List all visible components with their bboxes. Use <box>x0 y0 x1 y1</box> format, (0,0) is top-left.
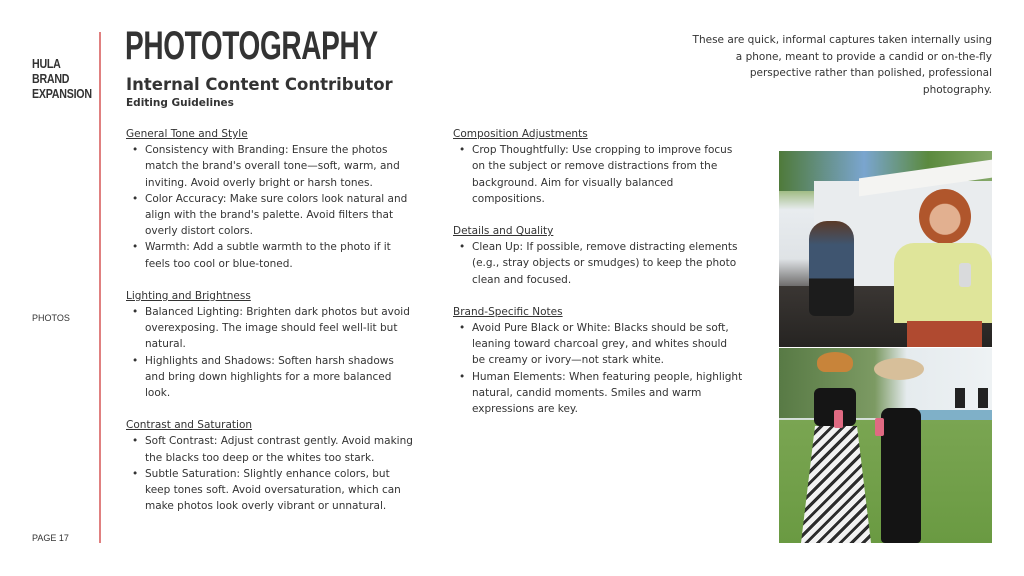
section-heading: Details and Quality <box>453 225 554 238</box>
bucket-hat <box>817 352 853 372</box>
bullet-item: • Highlights and Shadows: Soften harsh shadows and bring down highlights for a more balanced look. <box>145 353 416 402</box>
bullet-item: • Consistency with Branding: Ensure the photos match the brand's overall tone—soft, warm, and inviting. Avoid overly bright or harsh tones. <box>145 142 416 191</box>
speaker <box>978 388 988 408</box>
brand-line: HULA <box>32 56 61 71</box>
section-details <box>453 223 743 288</box>
bullet-item: • Subtle Saturation: Slightly enhance colors, but keep tones soft. Avoid oversaturation, which can make photos look overly vibrant or unnatural. <box>145 466 416 515</box>
bullet-list <box>453 142 743 207</box>
page-subtitle: Internal Content Contributor <box>126 75 393 95</box>
speaker <box>955 388 965 408</box>
bullet-list <box>453 320 743 417</box>
bullet-item: • Soft Contrast: Adjust contrast gently. Avoid making the blacks too deep or the whites too stark. <box>145 433 416 465</box>
brand-name <box>32 56 92 101</box>
person-right-head <box>919 189 971 244</box>
page-subsubtitle: Editing Guidelines <box>126 97 234 109</box>
person-right-dress <box>881 408 921 543</box>
section-brand-notes <box>453 304 743 417</box>
section-heading: Contrast and Saturation <box>126 419 253 432</box>
section-contrast <box>126 417 416 514</box>
brand-line: EXPANSION <box>32 86 92 101</box>
section-lighting <box>126 288 416 401</box>
section-general-tone <box>126 126 416 272</box>
bullet-item: • Avoid Pure Black or White: Blacks should be soft, leaning toward charcoal grey, and whites should be creamy or ivory—not stark white. <box>472 320 743 369</box>
person-right-shirt <box>894 243 992 323</box>
section-heading: Composition Adjustments <box>453 128 588 140</box>
bullet-item: • Color Accuracy: Make sure colors look natural and align with the brand's palette. Avoid filters that overly distort colors. <box>145 191 416 240</box>
bullet-list <box>453 239 743 288</box>
bullet-item: • Balanced Lighting: Brighten dark photos but avoid overexposing. The image should feel well-lit but natural. <box>145 304 416 353</box>
pink-can <box>875 418 884 436</box>
guidelines-column-middle <box>453 126 743 433</box>
photo-lawn-event <box>779 348 992 543</box>
bullet-item: • Warmth: Add a subtle warmth to the photo if it feels too cool or blue-toned. <box>145 239 416 271</box>
pink-can <box>834 410 843 428</box>
person-left <box>809 221 854 316</box>
bullet-list <box>126 304 416 401</box>
section-heading: General Tone and Style <box>126 128 248 140</box>
intro-text: These are quick, informal captures taken internally using a phone, meant to provide a candid or on-the-fly perspective rather than polished, professional photography. <box>692 34 992 96</box>
bullet-list <box>126 433 416 514</box>
section-heading: Brand-Specific Notes <box>453 305 563 318</box>
bullet-list <box>126 142 416 272</box>
section-composition <box>453 126 743 207</box>
drink-can <box>959 263 971 287</box>
page-title: PHOTOTOGRAPHY <box>125 24 378 68</box>
photo-food-truck <box>779 151 992 347</box>
bullet-item: • Clean Up: If possible, remove distracting elements (e.g., stray objects or smudges) to keep the photo clean and focused. <box>472 239 743 288</box>
section-heading: Lighting and Brightness <box>126 289 251 302</box>
brand-line: BRAND <box>32 71 70 86</box>
guidelines-column-left <box>126 126 416 530</box>
page-number: PAGE 17 <box>32 533 69 543</box>
person-right-skirt <box>907 321 982 347</box>
bullet-item: • Human Elements: When featuring people, highlight natural, candid moments. Smiles and warm expressions are key. <box>472 369 743 418</box>
section-label: PHOTOS <box>32 313 70 323</box>
bullet-item: • Crop Thoughtfully: Use cropping to improve focus on the subject or remove distractions from the background. Aim for visually balanced compositions. <box>472 142 743 207</box>
straw-hat <box>874 358 924 380</box>
accent-divider <box>99 32 101 543</box>
